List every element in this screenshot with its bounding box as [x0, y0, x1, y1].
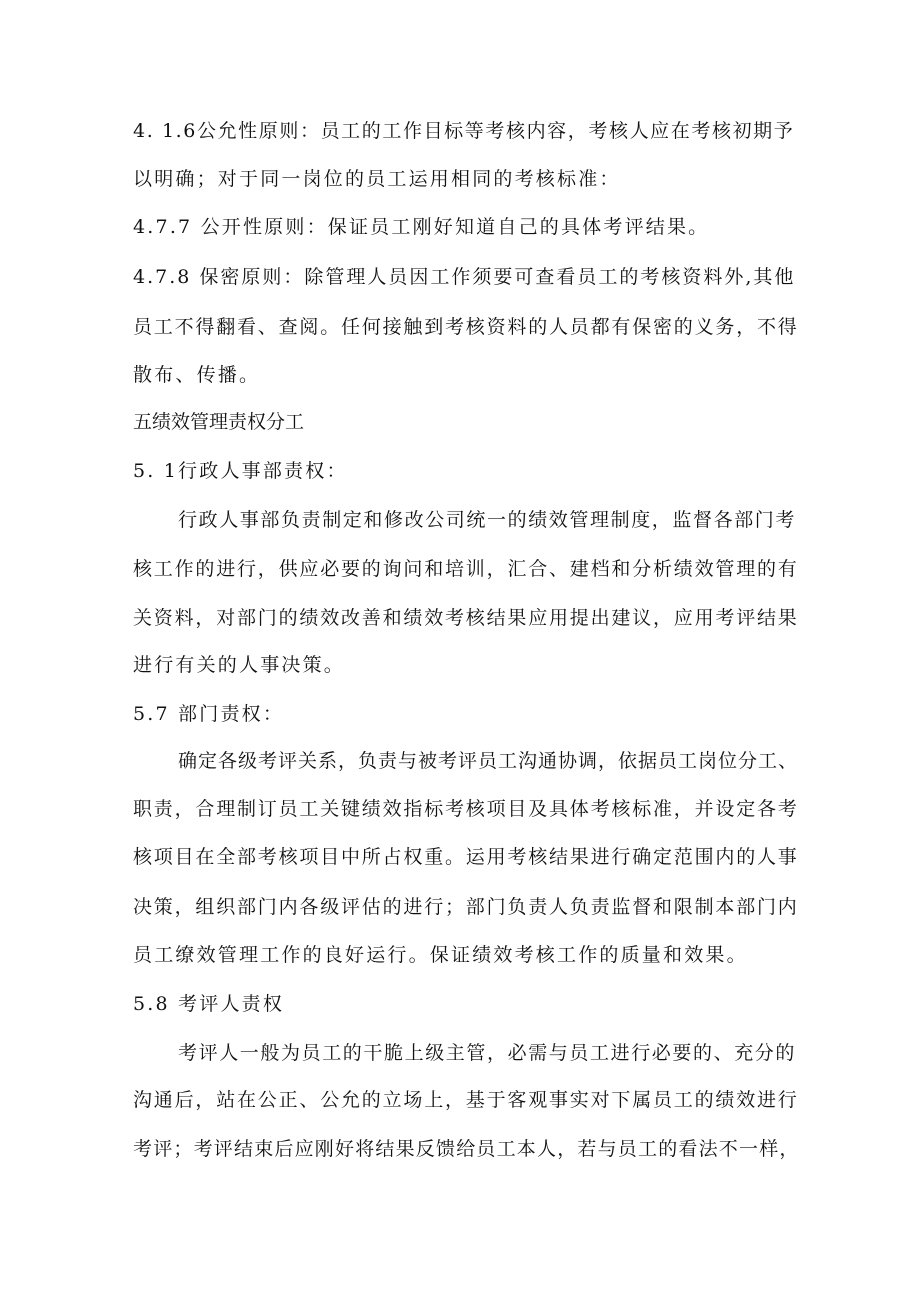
paragraph-line: 职责，合理制订员工关键绩效指标考核项目及具体考核标准，并设定各考 — [133, 798, 799, 820]
subsection-heading-5-8: 5.8 考评人责权 — [133, 993, 285, 1015]
paragraph-line: 员工缭效管理工作的良好运行。保证绩效考核工作的质量和效果。 — [133, 944, 748, 966]
paragraph-line: 考评；考评结束后应刚好将结果反馈给员工本人，若与员工的看法不一样， — [133, 1138, 800, 1160]
text-line-4-7-7: 4.7.7 公开性原则：保证员工刚好知道自己的具体考评结果。 — [133, 216, 710, 238]
text-line: 散布、传播。 — [133, 364, 261, 386]
paragraph-line: 决策，组织部门内各级评估的进行；部门负责人负责监督和限制本部门内 — [133, 896, 799, 918]
paragraph-line: 核项目在全部考核项目中所占权重。运用考核结果进行确定范围内的人事 — [133, 846, 799, 868]
subsection-heading-5-1: 5. 1行政人事部责权： — [133, 460, 348, 482]
paragraph-line: 沟通后，站在公正、公允的立场上，基于客观事实对下属员工的绩效进行 — [133, 1089, 799, 1111]
subsection-heading-5-7: 5.7 部门责权： — [133, 703, 285, 725]
paragraph-line: 行政人事部负责制定和修改公司统一的绩效管理制度，监督各部门考 — [178, 509, 797, 531]
paragraph-line: 确定各级考评关系，负责与被考评员工沟通协调，依据员工岗位分工、 — [178, 750, 799, 772]
text-line-4-7-8: 4.7.8 保密原则：除管理人员因工作须要可查看员工的考核资料外,其他 — [133, 266, 796, 288]
text-line: 以明确；对于同一岗位的员工运用相同的考核标准： — [133, 168, 621, 190]
section-heading: 五绩效管理责权分工 — [133, 411, 305, 433]
text-line-4-7-6: 4. 1.6公允性原则：员工的工作目标等考核内容，考核人应在考核初期予 — [133, 120, 795, 142]
paragraph-line: 核工作的进行，供应必要的询问和培训，汇合、建档和分析绩效管理的有 — [133, 558, 799, 580]
paragraph-line: 考评人一般为员工的干脆上级主管，必需与员工进行必要的、充分的 — [178, 1042, 797, 1064]
text-line: 员工不得翻看、查阅。任何接触到考核资料的人员都有保密的义务，不得 — [133, 316, 799, 338]
paragraph-line: 关资料，对部门的绩效改善和绩效考核结果应用提出建议，应用考评结果 — [133, 607, 799, 629]
paragraph-line: 进行有关的人事决策。 — [133, 654, 346, 676]
